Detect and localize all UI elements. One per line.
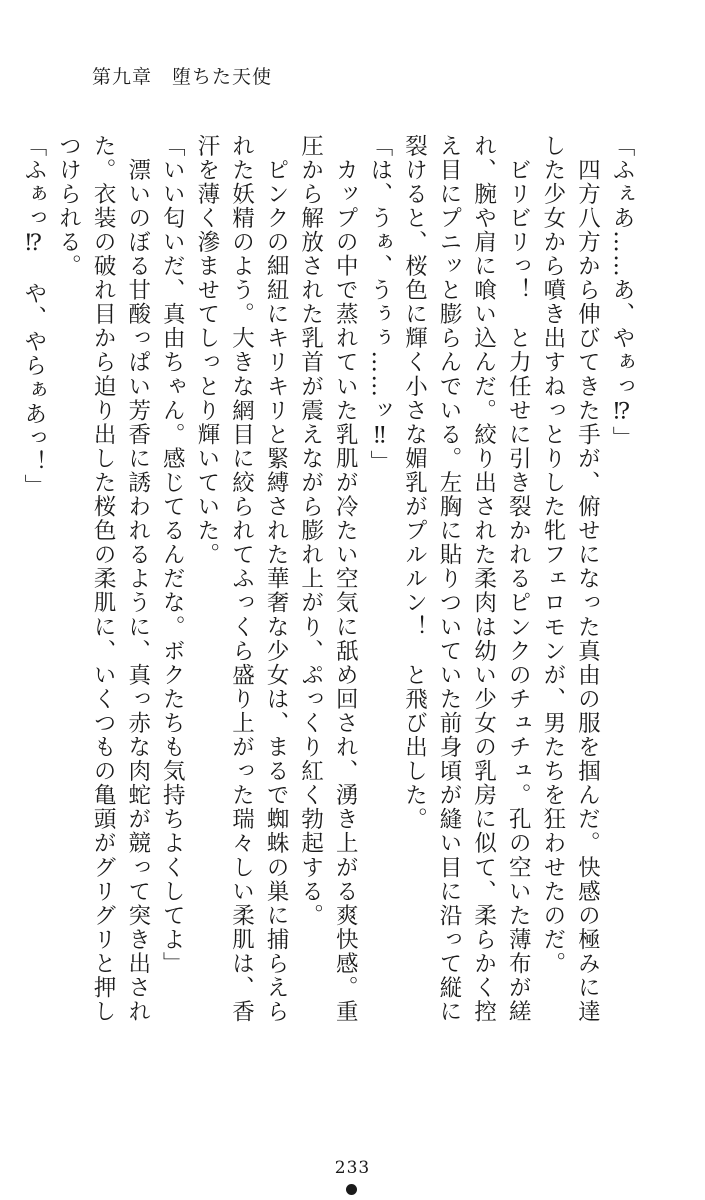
paragraph: カップの中で蒸れていた乳肌が冷たい空気に舐め回され、湧き上がる爽快感。重圧から解放された乳首が震えながら膨れ上がり、ぷっくり紅く勃起する。: [297, 134, 359, 1024]
paragraph: 「ふぁっ⁉ や、やらぁあっ！」: [20, 134, 47, 499]
folio-dot-icon: [346, 1184, 357, 1195]
paragraph: 四方八方から伸びてきた手が、俯せになった真由の服を掴んだ。快感の極みに達した少女から噴き出すねっとりした牝フェロモンが、男たちを狂わせたのだ。: [539, 134, 601, 1024]
paragraph: 「いい匂いだ、真由ちゃん。感じてるんだな。ボクたちも気持ちよくしてよ」: [159, 134, 186, 976]
page-number: 233: [334, 1158, 371, 1178]
paragraph: 「は、うぁ、うぅぅ……ッ‼」: [366, 134, 393, 475]
paragraph: 「ふぇあ……あ、やぁっ⁉」: [609, 134, 635, 451]
body-text: [20, 134, 639, 1034]
paragraph: ビリビリっ！ と力任せに引き裂かれるピンクのチュチュ。孔の空いた薄布が縒れ、腕や肩に喰い込んだ。絞り出された柔肉は幼い少女の乳房に似て、柔らかく控え目にプニッと膨らんでいる。左胸に貼りついていた前身頃が縫い目に沿って縦に裂けると、桜色に輝く小さな媚乳がプルルン！ と飛び出した。: [401, 134, 532, 1024]
running-header: 第九章 堕ちた天使: [92, 66, 273, 88]
paragraph: 漂いのぼる甘酸っぱい芳香に誘われるように、真っ赤な肉蛇が競って突き出された。衣装の破れ目から迫り出した桜色の柔肌に、いくつもの亀頭がグリグリと押しつけられる。: [55, 134, 151, 1024]
paragraph: ピンクの細紐にキリキリと緊縛された華奢な少女は、まるで蜘蛛の巣に捕らえられた妖精のよう。大きな網目に絞られてふっくら盛り上がった瑞々しい柔肌は、香汗を薄く滲ませてしっとり輝いていた。: [193, 134, 290, 1024]
